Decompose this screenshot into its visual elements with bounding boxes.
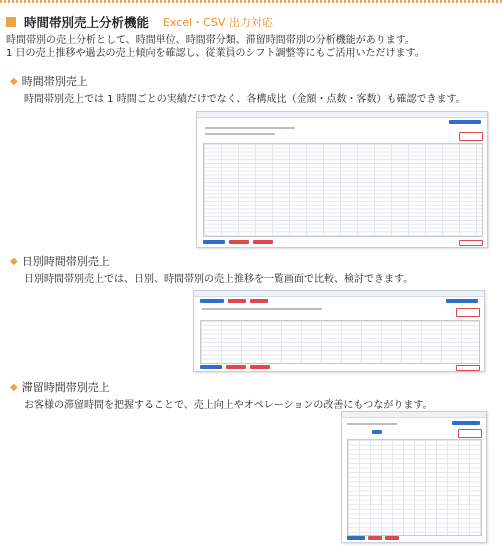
screenshot-daily-hourly-sales <box>193 290 485 372</box>
section-title: 日別時間帯別売上 <box>21 255 110 268</box>
page-header <box>6 14 273 30</box>
action-button <box>456 365 480 371</box>
info-box <box>459 132 483 141</box>
filter-row <box>205 127 295 129</box>
section-description: 日別時間帯別売上では、日別、時間帯別の売上推移を一覧画面で比較、検討できます。 <box>24 274 414 285</box>
hourly-sales-table <box>203 143 483 237</box>
section-heading-hourly <box>10 73 88 89</box>
action-button <box>368 536 382 540</box>
info-box <box>456 308 480 317</box>
screenshot-dwell-time-sales <box>341 411 487 543</box>
filter-row <box>202 308 322 310</box>
screenshot-hourly-sales <box>196 111 488 248</box>
diamond-icon: ◆ <box>10 255 18 267</box>
action-button <box>253 240 273 244</box>
page-subtitle: Excel・CSV 出力対応 <box>163 16 273 29</box>
section-heading-dwell-time <box>10 379 110 395</box>
section-title: 時間帯別売上 <box>21 75 88 88</box>
action-button <box>250 299 268 303</box>
page-title: 時間帯別売上分析機能 <box>24 15 150 30</box>
action-button <box>385 536 399 540</box>
section-heading-daily-hourly <box>10 253 110 269</box>
action-button <box>347 536 365 540</box>
export-button <box>452 421 480 425</box>
action-button <box>203 240 225 244</box>
export-button <box>449 120 481 124</box>
action-button <box>200 365 222 369</box>
diamond-icon: ◆ <box>10 75 18 87</box>
action-button <box>459 240 483 246</box>
diamond-icon: ◆ <box>10 381 18 393</box>
filter-row <box>347 423 397 425</box>
top-dotted-rule <box>0 0 502 3</box>
window-titlebar <box>197 112 487 118</box>
square-icon <box>6 17 16 27</box>
dwell-time-table <box>347 439 482 536</box>
window-titlebar <box>342 412 486 418</box>
intro-line-2: 1 日の売上推移や過去の売上傾向を確認し、従業員のシフト調整等にもご活用いただけます。 <box>6 48 425 59</box>
filter-row <box>205 133 275 135</box>
section-title: 滞留時間帯別売上 <box>21 381 110 394</box>
info-box <box>458 429 482 438</box>
intro-line-1: 時間帯別の売上分析として、時間単位、時間帯分類、滞留時間帯別の分析機能があります。 <box>6 35 415 46</box>
action-button <box>250 365 270 369</box>
section-description: お客様の滞留時間を把握することで、売上向上やオペレーションの改善にもつながります。 <box>24 400 433 411</box>
window-titlebar <box>194 291 484 297</box>
action-button <box>226 365 246 369</box>
daily-hourly-table <box>200 320 480 364</box>
section-description: 時間帯別売上では 1 時間ごとの実績だけでなく、各構成比（金額・点数・客数）も確認できます。 <box>24 94 466 105</box>
action-button <box>229 240 249 244</box>
intro-text <box>6 34 500 60</box>
action-button <box>228 299 246 303</box>
action-button <box>200 299 224 303</box>
export-button <box>446 299 478 303</box>
search-button <box>372 430 382 434</box>
